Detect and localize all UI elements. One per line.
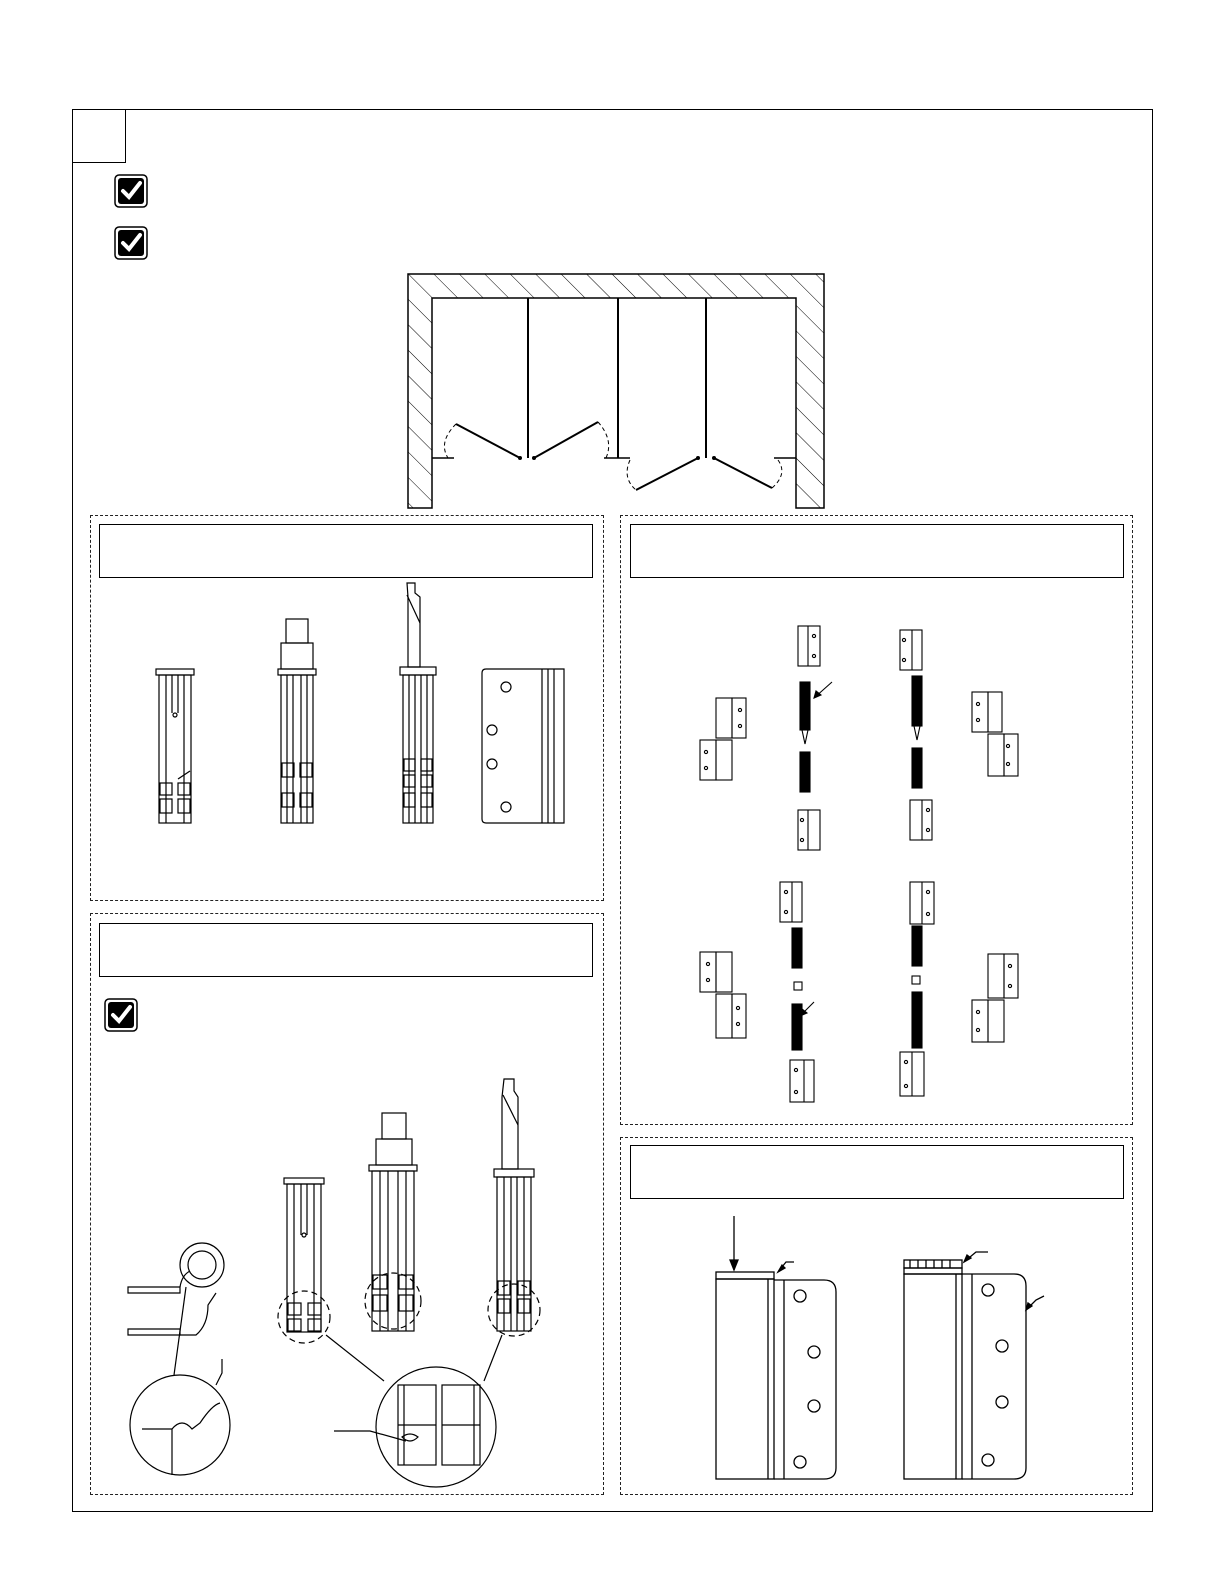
cam-notch-low: [278, 1178, 330, 1343]
step-number-box: [72, 109, 126, 163]
cam-notch-illustration: [120, 1085, 590, 1485]
hinge-assembled-left-a: [700, 698, 746, 780]
hinge-exploded-top-right: [900, 630, 932, 840]
hinge-parts-header: [99, 524, 593, 578]
cam-notch-header: [99, 923, 593, 977]
hinge-flush-top: [716, 1216, 836, 1479]
hinge-exploded-top-left: [798, 626, 832, 850]
hinge-cam-low: [156, 669, 194, 823]
hinge-assembly-illustration: [690, 620, 1090, 1120]
hinge-assembly-header: [630, 524, 1124, 578]
hinge-cap-top: [904, 1252, 1044, 1479]
checkmark-icon: [114, 226, 148, 260]
checkmark-icon: [104, 998, 138, 1032]
hinge-assembled-left-b: [700, 952, 746, 1038]
cam-notch-mid: [365, 1113, 421, 1331]
hinge-cam-high: [400, 583, 436, 823]
cam-notch-high: [488, 1079, 540, 1336]
hinge-orientation-illustration: [700, 1210, 1100, 1490]
hinge-assembled-right-b: [972, 954, 1018, 1042]
cam-side-view: [128, 1243, 230, 1475]
checkmark-icon: [114, 174, 148, 208]
cam-notch-magnified: [326, 1335, 502, 1487]
hinge-orientation-header: [630, 1145, 1124, 1199]
hinge-exploded-bottom-left: [780, 882, 814, 1102]
hinge-cam-mid: [278, 619, 316, 823]
hinge-exploded-bottom-right: [900, 882, 934, 1096]
hinge-parts-illustration: [150, 583, 580, 833]
hinge-leaf-plate: [482, 669, 564, 823]
floor-plan-diagram: [408, 274, 824, 508]
hinge-assembled-right-a: [972, 692, 1018, 776]
